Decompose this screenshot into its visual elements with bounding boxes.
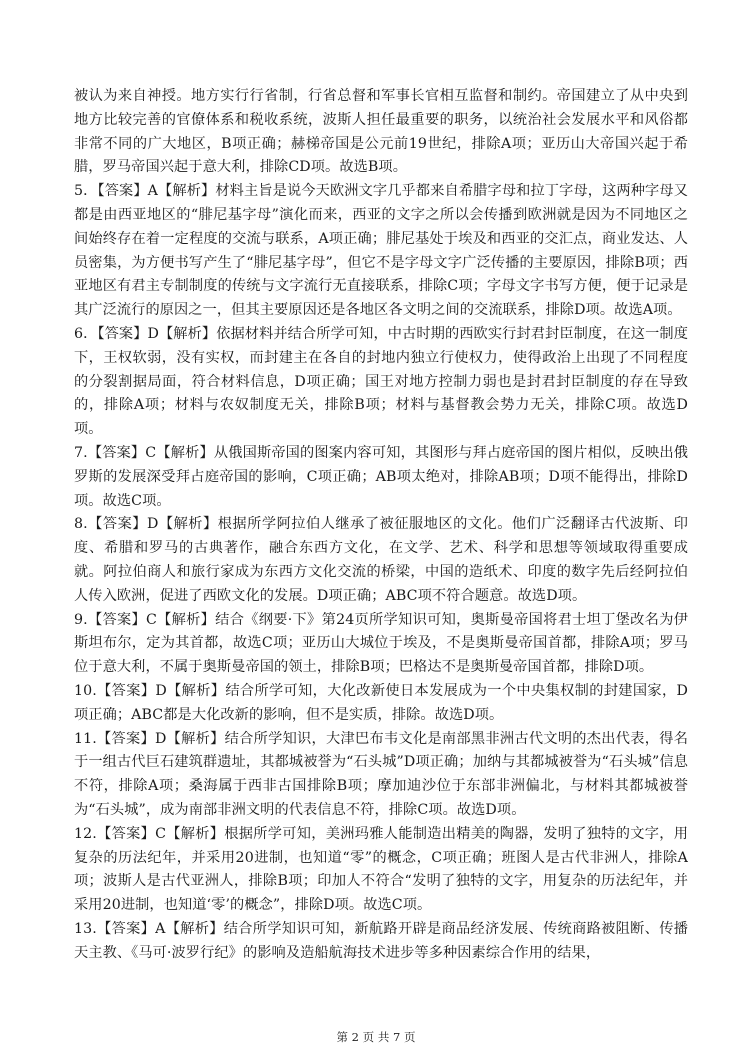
page-number: 第 2 页 共 7 页 [336, 1030, 416, 1044]
paragraph-answer-8: 8.【答案】D【解析】根据所学阿拉伯人继承了被征服地区的文化。他们广泛翻译古代波斯、印度、希腊和罗马的古典著作，融合东西方文化，在文学、艺术、科学和思想等领域取得重要成就。阿拉伯商人和旅行家成为东西方文化交流的桥梁，中国的造纸术、印度的数字先后经阿拉伯人传入欧洲，促进了西欧文化的发展。D项正确；ABC项不符合题意。故选D项。 [74, 516, 688, 604]
answer-analysis-text [74, 85, 688, 965]
paragraph-answer-11: 11.【答案】D【解析】结合所学知识，大津巴布韦文化是南部黑非洲古代文明的杰出代表，得名于一组古代巨石建筑群遗址，其都城被誉为“石头城”D项正确；加纳与其都城被誉为“石头城”信息不符，排除A项；桑海属于西非古国排除B项；摩加迪沙位于东部非洲偏北，与材料其都城被誉为“石头城”，成为南部非洲文明的代表信息不符，排除C项。故选D项。 [74, 730, 688, 818]
paragraph-answer-7: 7.【答案】C【解析】从俄国斯帝国的图案内容可知，其图形与拜占庭帝国的图片相似，反映出俄罗斯的发展深受拜占庭帝国的影响，C项正确；AB项太绝对，排除AB项；D项不能得出，排除D项。故选C项。 [74, 444, 688, 509]
paragraph-4-continued: 被认为来自神授。地方实行行省制，行省总督和军事长官相互监督和制约。帝国建立了从中央到地方比较完善的官僚体系和税收系统，波斯人担任最重要的职务，以统治社会发展水平和风俗都非常不同的广大地区，B项正确；赫梯帝国是公元前19世纪，排除A项；亚历山大帝国兴起于希腊，罗马帝国兴起于意大利，排除CD项。故选B项。 [74, 88, 688, 176]
paragraph-answer-10: 10.【答案】D【解析】结合所学可知，大化改新使日本发展成为一个中央集权制的封建国家，D项正确；ABC都是大化改新的影响，但不是实质，排除。故选D项。 [74, 682, 688, 723]
paragraph-answer-13: 13.【答案】A【解析】结合所学知识可知，新航路开辟是商品经济发展、传统商路被阻断、传播天主教、《马可·波罗行纪》的影响及造船航海技术进步等多种因素综合作用的结果， [74, 920, 688, 961]
paragraph-answer-9: 9.【答案】C【解析】结合《纲要·下》第24页所学知识可知，奥斯曼帝国将君士坦丁堡改名为伊斯坦布尔，定为其首都，故选C项；亚历山大城位于埃及，不是奥斯曼帝国首都，排除A项；罗马位于意大利，不属于奥斯曼帝国的领土，排除B项；巴格达不是奥斯曼帝国首都，排除D项。 [74, 611, 688, 676]
paragraph-answer-5: 5．【答案】A【解析】材料主旨是说今天欧洲文字几乎都来自希腊字母和拉丁字母，这两种字母又都是由西亚地区的“腓尼基字母”演化而来，西亚的文字之所以会传播到欧洲就是因为不同地区之间始终存在着一定程度的交流与联系，A项正确；腓尼基处于埃及和西亚的交汇点，商业发达、人员密集，为方便书写产生了“腓尼基字母”，但它不是字母文字广泛传播的主要原因，排除B项；西亚地区有君主专制制度的传统与文字流行无直接联系，排除C项；字母文字书写方便，便于记录是其广泛流行的原因之一，但其主要原因还是各地区各文明之间的交流联系，排除D项。故选A项。 [74, 183, 688, 319]
paragraph-answer-12: 12.【答案】C【解析】根据所学可知，美洲玛雅人能制造出精美的陶器，发明了独特的文字，用复杂的历法纪年，并采用20进制，也知道“零”的概念，C项正确；班图人是古代非洲人，排除A项；波斯人是古代亚洲人，排除B项；印加人不符合“发明了独特的文字，用复杂的历法纪年，并采用20进制，也知道‘零’的概念”，排除D项。故选C项。 [74, 825, 688, 914]
paragraph-answer-6: 6．【答案】D【解析】依据材料并结合所学可知，中古时期的西欧实行封君封臣制度，在这一制度下，王权软弱，没有实权，而封建主在各自的封地内独立行使权力，使得政治上出现了不同程度的分裂割据局面，符合材料信息，D项正确；国王对地方控制力弱也是封君封臣制度的存在导致的，排除A项；材料与农奴制度无关，排除B项；材料与基督教会势力无关，排除C项。故选D项。 [74, 325, 688, 438]
